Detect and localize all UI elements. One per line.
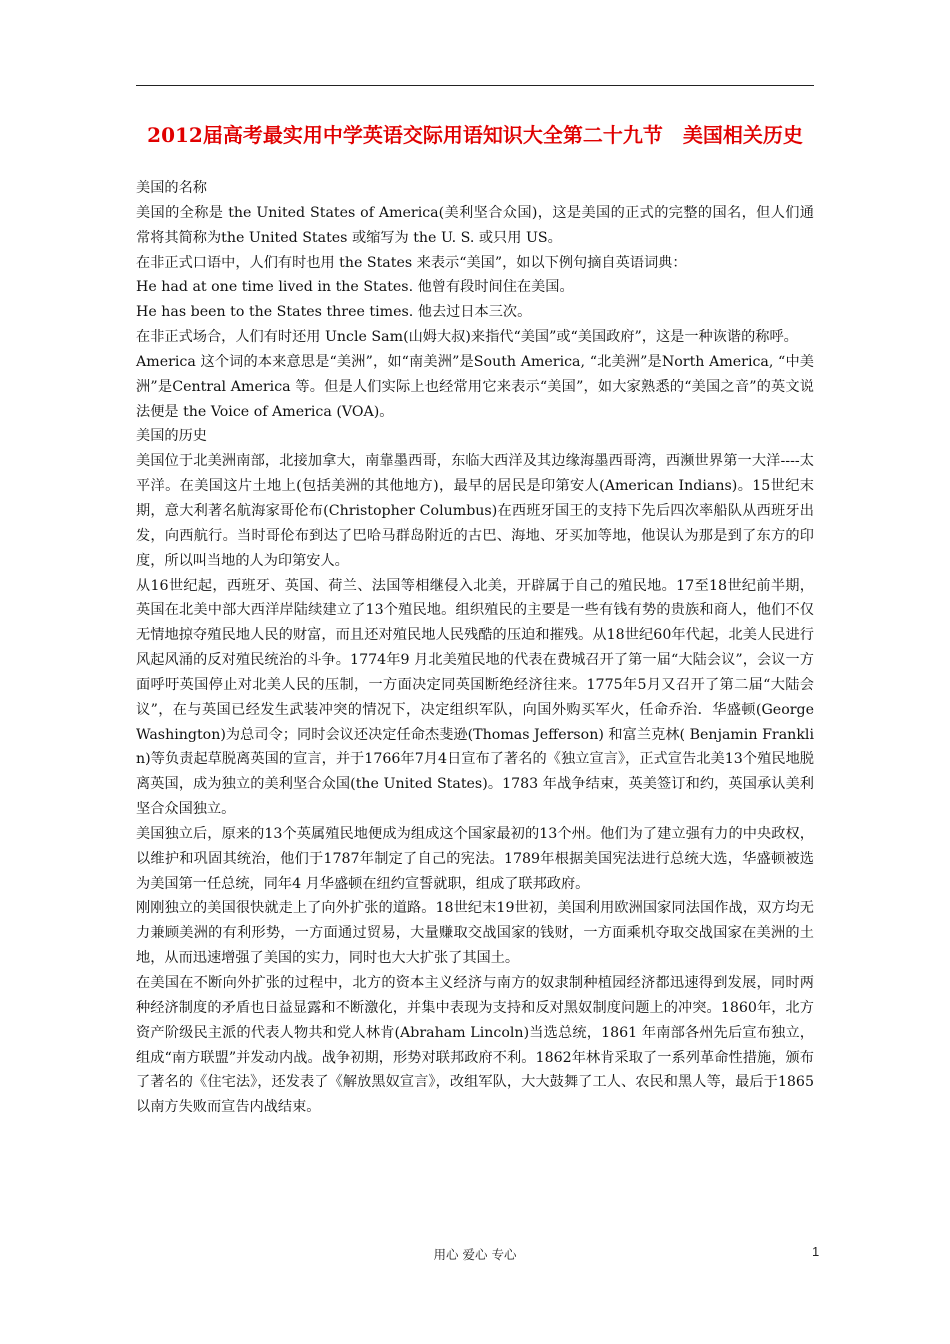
header-rule xyxy=(136,85,814,86)
paragraph: 在美国在不断向外扩张的过程中，北方的资本主义经济与南方的奴隶制种植园经济都迅速得到发展，同时两种经济制度的矛盾也日益显露和不断激化，并集中表现为支持和反对黑奴制度问题上的冲突。1860年，北方资产阶级民主派的代表人物共和党人林肯(Abraham Lincoln)当选总统，1861 年南部各州先后宣布独立，组成“南方联盟”并发动内战。战争初期，形势对联邦政府不利。1862年林肯采取了一系列革命性措施，颁布了著名的《住宅法》，还发表了《解放黑奴宣言》，改组军队，大大鼓舞了工人、农民和黑人等，最后于1865以南方失败而宣告内战结束。 xyxy=(136,975,814,1116)
paragraph: 刚刚独立的美国很快就走上了向外扩张的道路。18世纪末19世初，美国利用欧洲国家同法国作战，双方均无力兼顾美洲的有利形势，一方面通过贸易，大量赚取交战国家的钱财，一方面乘机夺取交战国家在美洲的土地，从而迅速增强了美国的实力，同时也大大扩张了其国土。 xyxy=(136,900,814,967)
paragraph: 美国独立后，原来的13个英属殖民地便成为组成这个国家最初的13个州。他们为了建立强有力的中央政权，以维护和巩固其统治，他们于1787年制定了自己的宪法。1789年根据美国宪法进行总统大选，华盛顿被选为美国第一任总统，同年4 月华盛顿在纽约宣誓就职，组成了联邦政府。 xyxy=(136,825,814,892)
paragraph: America 这个词的本来意思是“美洲”，如“南美洲”是South America, “北美洲”是North America, “中美洲”是Central America 等。但是人们实际上也经常用它来表示“美国”，如大家熟悉的“美国之音”的英文说法便是 the Voice of America (VOA)。 xyxy=(136,353,814,420)
paragraph: 美国位于北美洲南部，北接加拿大，南靠墨西哥，东临大西洋及其边缘海墨西哥湾，西濒世界第一大洋----太平洋。在美国这片土地上(包括美洲的其他地方)，最早的居民是印第安人(American Indians)。15世纪末期，意大利著名航海家哥伦布(Christopher Columbus)在西班牙国王的支持下先后四次率船队从西班牙出发，向西航行。当时哥伦布到达了巴哈马群岛附近的古巴、海地、牙买加等地，他误认为那是到了东方的印度，所以叫当地的人为印第安人。 xyxy=(136,453,814,569)
section-heading-history: 美国的历史 xyxy=(136,428,207,445)
example-sentence: He had at one time lived in the States. 他曾有段时间住在美国。 xyxy=(136,279,574,296)
paragraph: 美国的全称是 the United States of America(美利坚合众国)，这是美国的正式的完整的国名，但人们通常将其简称为the United States 或缩写为 the U. S. 或只用 US。 xyxy=(136,204,814,246)
example-sentence: He has been to the States three times. 他去过日本三次。 xyxy=(136,304,532,321)
paragraph: 在非正式口语中，人们有时也用 the States 来表示“美国”，如以下例句摘自英语词典： xyxy=(136,254,687,271)
section-heading-name: 美国的名称 xyxy=(136,180,207,196)
page-number: 1 xyxy=(812,1244,820,1259)
document-body xyxy=(136,176,814,1120)
paragraph: 在非正式场合，人们有时还用 Uncle Sam(山姆大叔)来指代“美国”或“美国政府”，这是一种诙谐的称呼。 xyxy=(136,329,798,346)
page-footer: 用心 爱心 专心 xyxy=(433,1247,517,1262)
document-title: 2012届高考最实用中学英语交际用语知识大全第二十九节 美国相关历史 xyxy=(147,123,803,147)
paragraph: 从16世纪起，西班牙、英国、荷兰、法国等相继侵入北美，开辟属于自己的殖民地。17至18世纪前半期，英国在北美中部大西洋岸陆续建立了13个殖民地。组织殖民的主要是一些有钱有势的贵族和商人，他们不仅无情地掠夺殖民地人民的财富，而且还对殖民地人民残酷的压迫和摧残。从18世纪60年代起，北美人民进行风起风涌的反对殖民统治的斗争。1774年9 月北美殖民地的代表在费城召开了第一届“大陆会议”，会议一方面呼吁英国停止对北美人民的压制，一方面决定同英国断绝经济往来。1775年5月又召开了第二届“大陆会议”，在与英国已经发生武装冲突的情况下，决定组织军队，向国外购买军火，任命乔治．华盛顿(George Washington)为总司令；同时会议还决定任命杰斐逊(Thomas Jefferson) 和富兰克林( Benjamin Franklin)等负责起草脱离英国的宣言，并于1766年7月4日宣布了著名的《独立宣言》，正式宣告北美13个殖民地脱离英国，成为独立的美利坚合众国(the United States)。1783 年战争结束，英美签订和约，英国承认美利坚合众国独立。 xyxy=(136,577,814,818)
